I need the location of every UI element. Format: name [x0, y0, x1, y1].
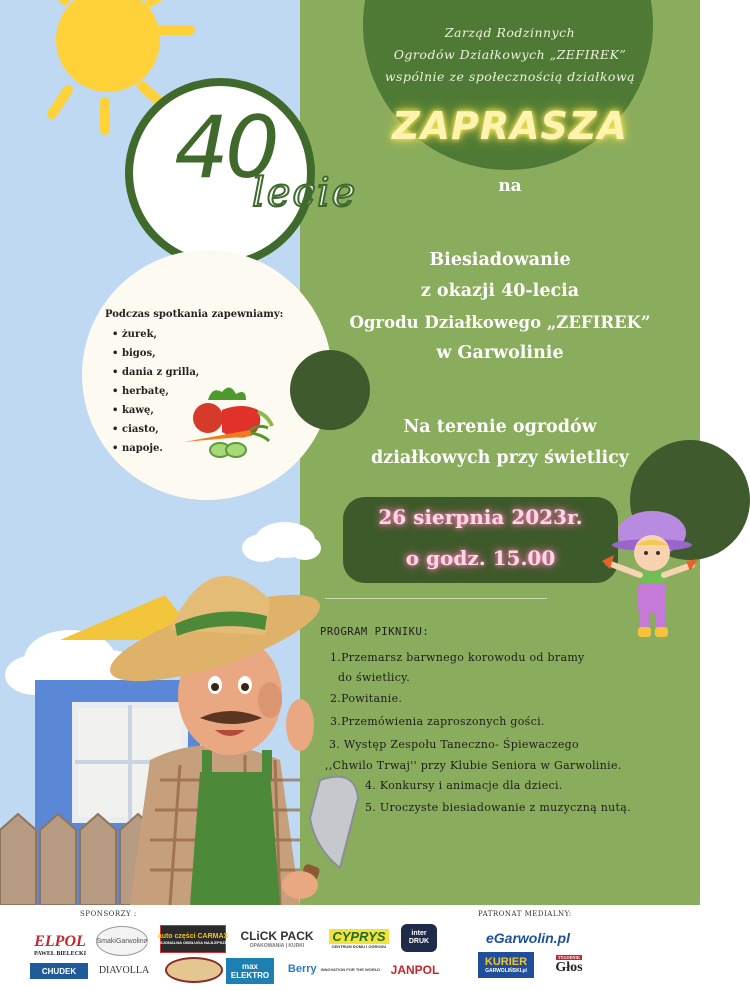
event-title-line: Biesiadowanie [429, 250, 571, 270]
organizer-text [360, 22, 660, 88]
menu-item: • herbatę, [112, 382, 199, 401]
media-name: KURIER [484, 956, 528, 968]
media-patrons-label: PATRONAT MEDIALNY: [478, 910, 572, 918]
event-title-line: w Garwolinie [436, 343, 564, 363]
media-subtitle: GARWOLIŃSKI.pl [485, 968, 527, 974]
sponsor-logo-smaki: SmakiGarwolina [96, 926, 148, 956]
event-time: o godz. 15.00 [405, 546, 556, 570]
event-title [320, 245, 680, 369]
sponsor-name: ELPOL [34, 933, 86, 950]
program-item: 3.Przemówienia zaproszonych gości. [330, 715, 545, 728]
event-date: 26 sierpnia 2023r. [378, 505, 583, 529]
sponsor-name: auto części CARMAX [157, 933, 229, 940]
sponsor-subtitle: OPAKOWANIA | KURKI [249, 943, 305, 949]
na-text: na [498, 176, 522, 196]
program-item: 4. Konkursy i animacje dla dzieci. [365, 779, 563, 792]
menu-item: • żurek, [112, 325, 199, 344]
menu-item: • dania z grilla, [112, 363, 199, 382]
organizer-line-2: Ogrodów Działkowych „ZEFIREK” [393, 47, 627, 62]
sponsor-logo-maxelektro: max ELEKTRO [226, 958, 274, 984]
anniversary-number: 40 [174, 98, 276, 198]
organizer-line-3: wspólnie ze społecznością działkową [384, 69, 636, 84]
media-subtitle: TYGODNIK [557, 954, 581, 960]
program-item: 5. Uroczyste biesiadowanie z muzyczną nutą. [365, 801, 631, 814]
event-location-line: działkowych przy świetlicy [371, 448, 629, 468]
anniversary-suffix: lecie [252, 170, 358, 216]
sponsor-logo-janpol: JANPOL [390, 963, 440, 977]
sponsor-logo-carmax [146, 925, 240, 953]
menu-item: • kawę, [112, 401, 199, 420]
sponsor-logo-clickpack [240, 925, 314, 953]
gardener-scene-illustration [0, 510, 370, 905]
event-location [330, 412, 670, 474]
program-item: do świetlicy. [338, 671, 411, 684]
program-item: 2.Powitanie. [330, 692, 403, 705]
menu-item: • napoje. [112, 439, 199, 458]
sponsor-logo-diavolla: DIAVOLLA [98, 964, 150, 976]
sponsor-subtitle: PROFESJONALNA OBSŁUGA NAJLEPSZE CENY [146, 940, 240, 945]
invite-heading: ZAPRASZA [392, 104, 628, 148]
program-heading: PROGRAM PIKNIKU: [320, 626, 430, 638]
girl-gardener-illustration [600, 505, 700, 640]
sponsor-subtitle: PAWEŁ BIELECKI [33, 951, 87, 957]
sponsor-name: Berry [287, 963, 317, 975]
organizer-line-1: Zarząd Rodzinnych [444, 25, 576, 40]
sponsor-logo-cyprys [328, 926, 390, 952]
sponsor-name: CLiCK PACK [240, 929, 314, 943]
event-title-line: Ogrodu Działkowego „ZEFIREK” [349, 313, 651, 332]
event-location-line: Na terenie ogrodów [403, 417, 597, 437]
menu-item: • ciasto, [112, 420, 199, 439]
event-title-line: z okazji 40-lecia [420, 281, 580, 301]
sponsors-label: SPONSORZY : [80, 910, 137, 918]
media-name: Głos [555, 959, 583, 975]
media-logo-glos [542, 952, 596, 978]
program-item: ,,Chwilo Trwaj'' przy Klubie Seniora w Garwolinie. [325, 759, 622, 772]
vegetables-illustration [178, 382, 282, 460]
sponsor-logo-chudek: CHUDEK [30, 963, 88, 979]
sponsor-logo-badge [165, 957, 223, 983]
sponsor-subtitle: INNOVATION FOR THE WORLD [320, 966, 381, 972]
sponsor-logo-elpol [30, 932, 90, 958]
menu-item: • bigos, [112, 344, 199, 363]
media-logo-egarwolin: eGarwolin.pl [485, 930, 570, 946]
sponsor-name: CYPRYS [329, 929, 388, 944]
program-item: 1.Przemarsz barwnego korowodu od bramy [330, 651, 585, 664]
program-item: 3. Występ Zespołu Taneczno- Śpiewaczego [329, 738, 579, 751]
media-logo-kurier [478, 952, 534, 978]
sponsor-subtitle: CENTRUM DOMU I OGRODU [331, 944, 387, 949]
menu-title: Podczas spotkania zapewniamy: [105, 309, 284, 320]
sponsor-logo-interdruk: inter DRUK [401, 924, 437, 952]
sponsor-logo-berry [282, 958, 386, 980]
